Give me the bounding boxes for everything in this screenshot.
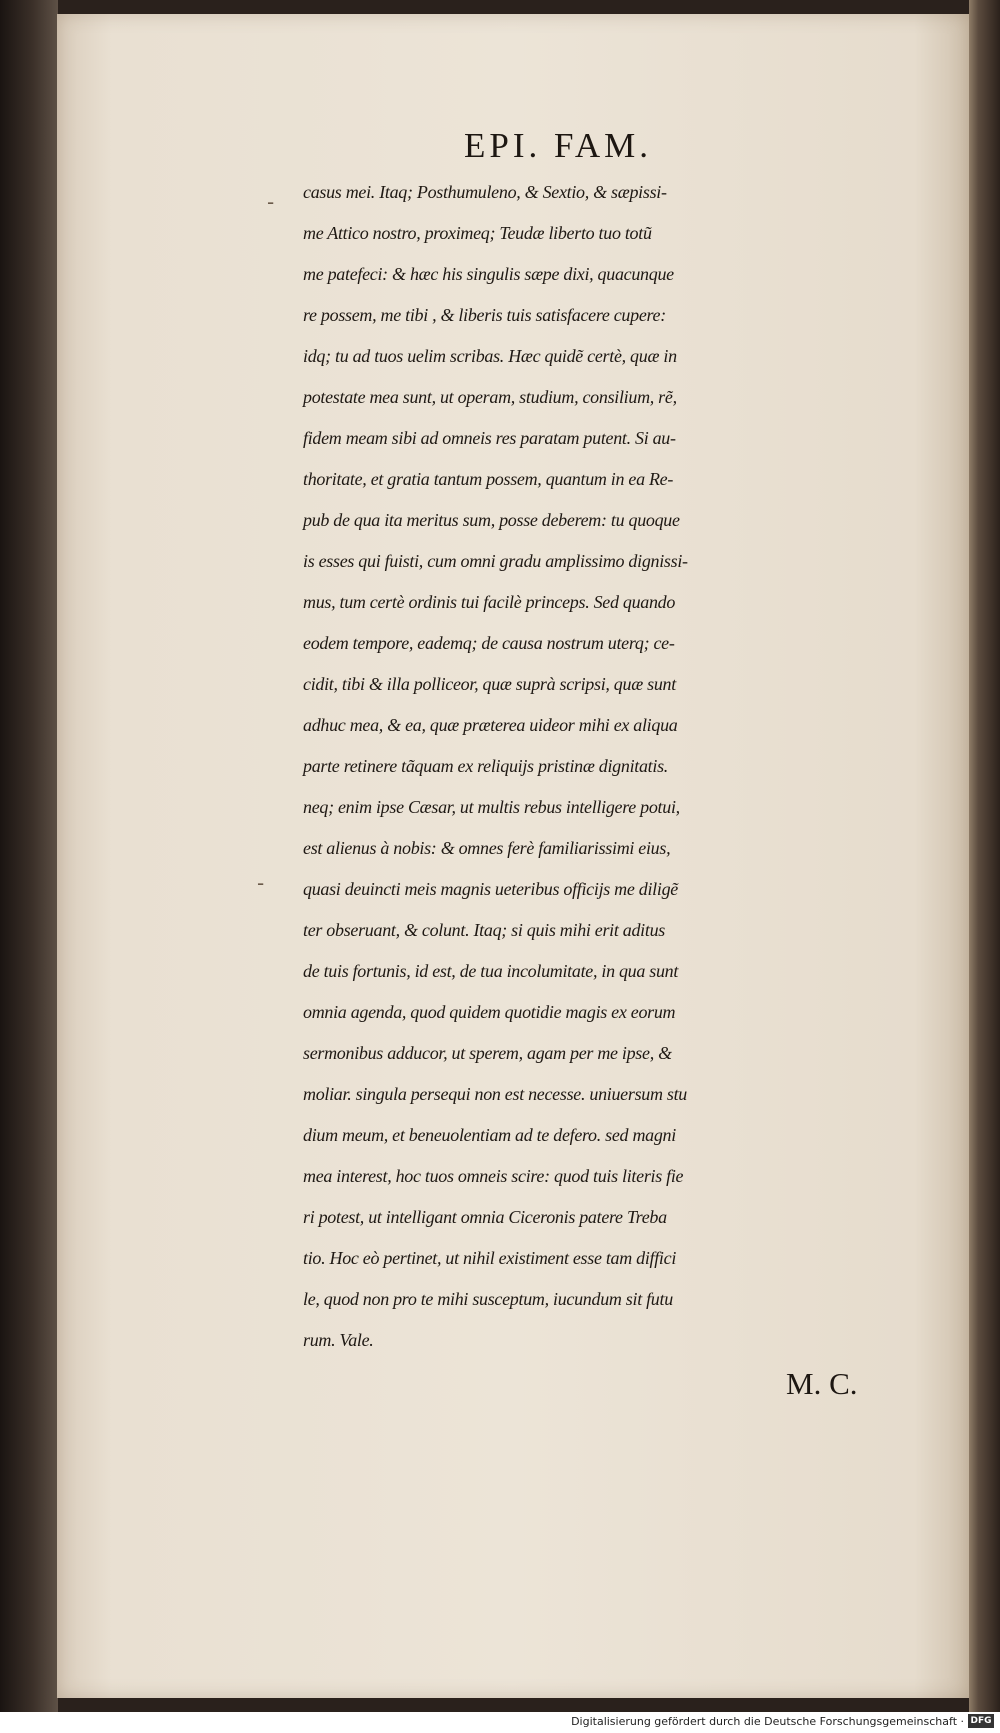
text-line: quasi deuincti meis magnis ueteribus officijs me diligẽ	[303, 879, 678, 899]
text-line: is esses qui fuisti, cum omni gradu amplissimo dignissi-	[303, 551, 688, 571]
text-line: adhuc mea, & ea, quæ præterea uideor mihi ex aliqua	[303, 715, 678, 735]
text-line: de tuis fortunis, id est, de tua incolumitate, in qua sunt	[303, 961, 679, 981]
text-block	[303, 172, 963, 1361]
text-line: dium meum, et beneuolentiam ad te defero. sed magni	[303, 1125, 676, 1145]
dfg-logo: DFG	[968, 1714, 994, 1728]
text-line: neq; enim ipse Cæsar, ut multis rebus intelligere potui,	[303, 797, 680, 817]
catchword: M. C.	[786, 1366, 858, 1401]
text-line: omnia agenda, quod quidem quotidie magis ex eorum	[303, 1002, 676, 1022]
margin-mark: -	[257, 871, 265, 895]
book-binding-edge	[0, 0, 58, 1712]
text-line: thoritate, et gratia tantum possem, quantum in ea Re-	[303, 469, 674, 489]
text-line: sermonibus adducor, ut sperem, agam per me ipse, &	[303, 1043, 672, 1063]
text-line: casus mei. Itaq; Posthumuleno, & Sextio, & sæpissi-	[303, 182, 667, 202]
text-line: idq; tu ad tuos uelim scribas. Hæc quidẽ certè, quæ in	[303, 346, 677, 366]
page-stack-edge	[969, 0, 1000, 1712]
margin-mark: -	[267, 190, 275, 214]
book-page	[57, 14, 969, 1698]
text-line: mea interest, hoc tuos omneis scire: quod tuis literis fie	[303, 1166, 684, 1186]
text-line: parte retinere tãquam ex reliquijs pristinæ dignitatis.	[303, 756, 668, 776]
text-line: le, quod non pro te mihi susceptum, iucundum sit futu	[303, 1289, 673, 1309]
running-head: EPI. FAM.	[463, 126, 652, 165]
text-line: me patefeci: & hæc his singulis sæpe dixi, quacunque	[303, 264, 674, 284]
text-line: me Attico nostro, proximeq; Teudæ liberto tuo totũ	[303, 223, 652, 243]
text-line: tio. Hoc eò pertinet, ut nihil existiment esse tam diffici	[303, 1248, 677, 1268]
funding-credit: Digitalisierung gefördert durch die Deutsche Forschungsgemeinschaft ·	[571, 1715, 964, 1728]
digitization-footer	[0, 1712, 1000, 1733]
text-line: cidit, tibi & illa polliceor, quæ suprà scripsi, quæ sunt	[303, 674, 676, 694]
text-line: ter obseruant, & colunt. Itaq; si quis mihi erit aditus	[303, 920, 665, 940]
text-line: eodem tempore, eademq; de causa nostrum uterq; ce-	[303, 633, 675, 653]
text-line: est alienus à nobis: & omnes ferè familiarissimi eius,	[303, 838, 671, 858]
text-line: re possem, me tibi , & liberis tuis satisfacere cupere:	[303, 305, 666, 325]
text-line: moliar. singula persequi non est necesse. uniuersum stu	[303, 1084, 687, 1104]
text-line: rum. Vale.	[303, 1330, 374, 1350]
text-line: ri potest, ut intelligant omnia Ciceronis patere Treba	[303, 1207, 667, 1227]
text-line: mus, tum certè ordinis tui facilè princeps. Sed quando	[303, 592, 676, 612]
text-line: fidem meam sibi ad omneis res paratam putent. Si au-	[303, 428, 676, 448]
text-line: potestate mea sunt, ut operam, studium, consilium, rẽ,	[303, 387, 677, 407]
text-line: pub de qua ita meritus sum, posse deberem: tu quoque	[303, 510, 680, 530]
